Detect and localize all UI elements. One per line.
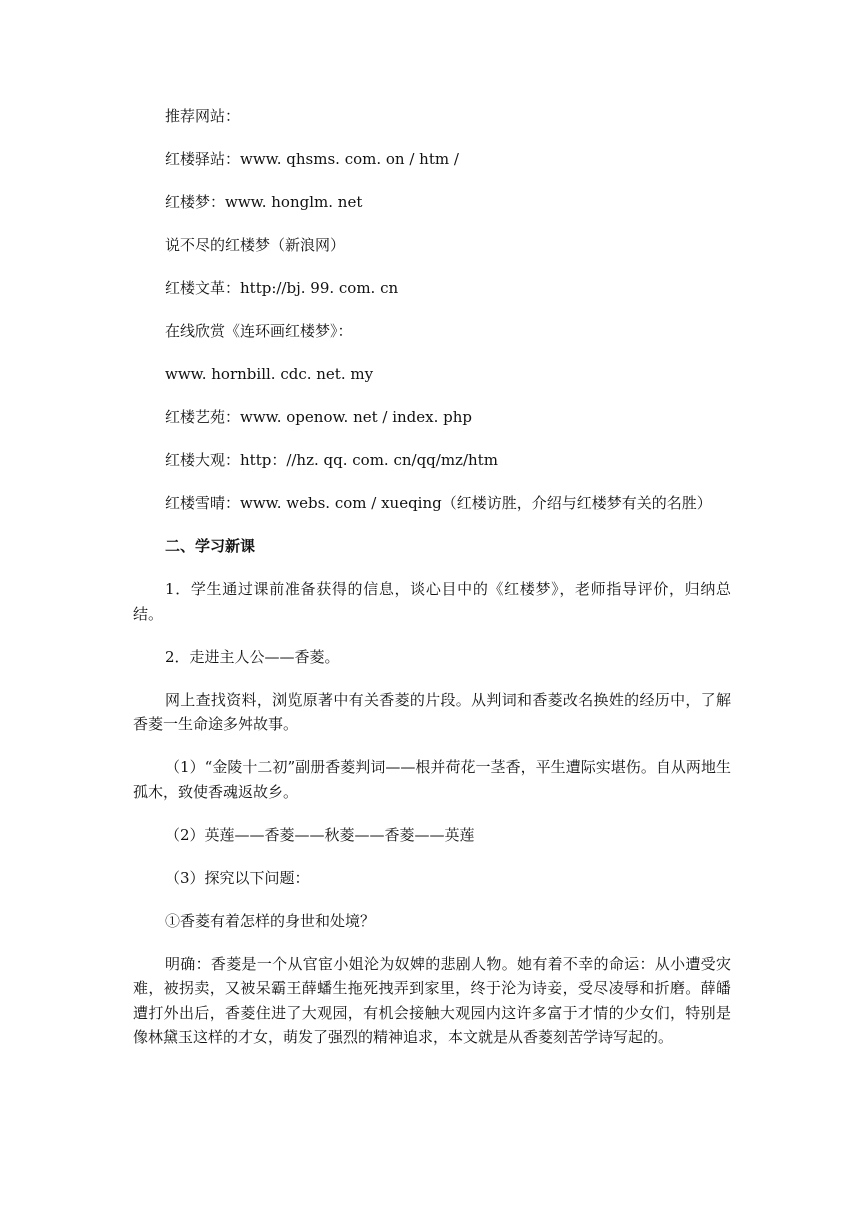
paragraph-comic-intro: 在线欣赏《连环画红楼梦》： bbox=[165, 322, 353, 340]
paragraph-recommended-sites: 推荐网站： bbox=[165, 107, 241, 125]
paragraph-site-xueqing: 红楼雪晴：www. webs. com / xueqing（红楼访胜，介绍与红楼梦有关的名胜） bbox=[165, 494, 712, 512]
paragraph-site-hornbill: www. hornbill. cdc. net. my bbox=[165, 365, 374, 383]
paragraph-site-openow: 红楼艺苑：www. openow. net / index. php bbox=[165, 408, 473, 426]
paragraph-item-3: （3）探究以下问题： bbox=[165, 868, 310, 887]
document-body bbox=[133, 104, 731, 1068]
paragraph-step-2: 2．走进主人公——香菱。 bbox=[165, 647, 340, 666]
paragraph-site-sina: 说不尽的红楼梦（新浪网） bbox=[165, 236, 346, 254]
paragraph-research: 网上查找资料，浏览原著中有关香菱的片段。从判词和香菱改名换姓的经历中，了解香菱一生命途多舛故事。 bbox=[133, 690, 731, 733]
paragraph-step-1: 1．学生通过课前准备获得的信息，谈心目中的《红楼梦》，老师指导评价，归纳总结。 bbox=[133, 580, 731, 623]
paragraph-site-honglm: 红楼梦：www. honglm. net bbox=[165, 193, 363, 211]
paragraph-question-1: ①香菱有着怎样的身世和处境？ bbox=[165, 911, 376, 930]
paragraph-site-hongloucz: 红楼驿站：www. qhsms. com. on / htm / bbox=[165, 150, 459, 168]
paragraph-item-2: （2）英莲——香菱——秋菱——香菱——英莲 bbox=[165, 825, 475, 844]
section-heading-new-lesson: 二、学习新课 bbox=[165, 537, 256, 555]
paragraph-item-1: （1）“金陵十二初”副册香菱判词——根并荷花一茎香，平生遭际实堪伤。自从两地生孤木，致使香魂返故乡。 bbox=[133, 758, 731, 801]
paragraph-site-qq: 红楼大观：http：//hz. qq. com. cn/qq/mz/htm bbox=[165, 451, 498, 469]
paragraph-answer: 明确：香菱是一个从官宦小姐沦为奴婢的悲剧人物。她有着不幸的命运：从小遭受灾难，被拐卖，又被呆霸王薛蟠生拖死拽弄到家里，终于沦为诗妾，受尽凌辱和折磨。薛皤遭打外出后，香菱住进了大观园，有机会接触大观园内这许多富于才情的少女们，特别是像林黛玉这样的才女，萌发了强烈的精神追求，本文就是从香菱刻苦学诗写起的。 bbox=[133, 954, 731, 1046]
paragraph-site-wenge: 红楼文革：http://bj. 99. com. cn bbox=[165, 279, 399, 297]
